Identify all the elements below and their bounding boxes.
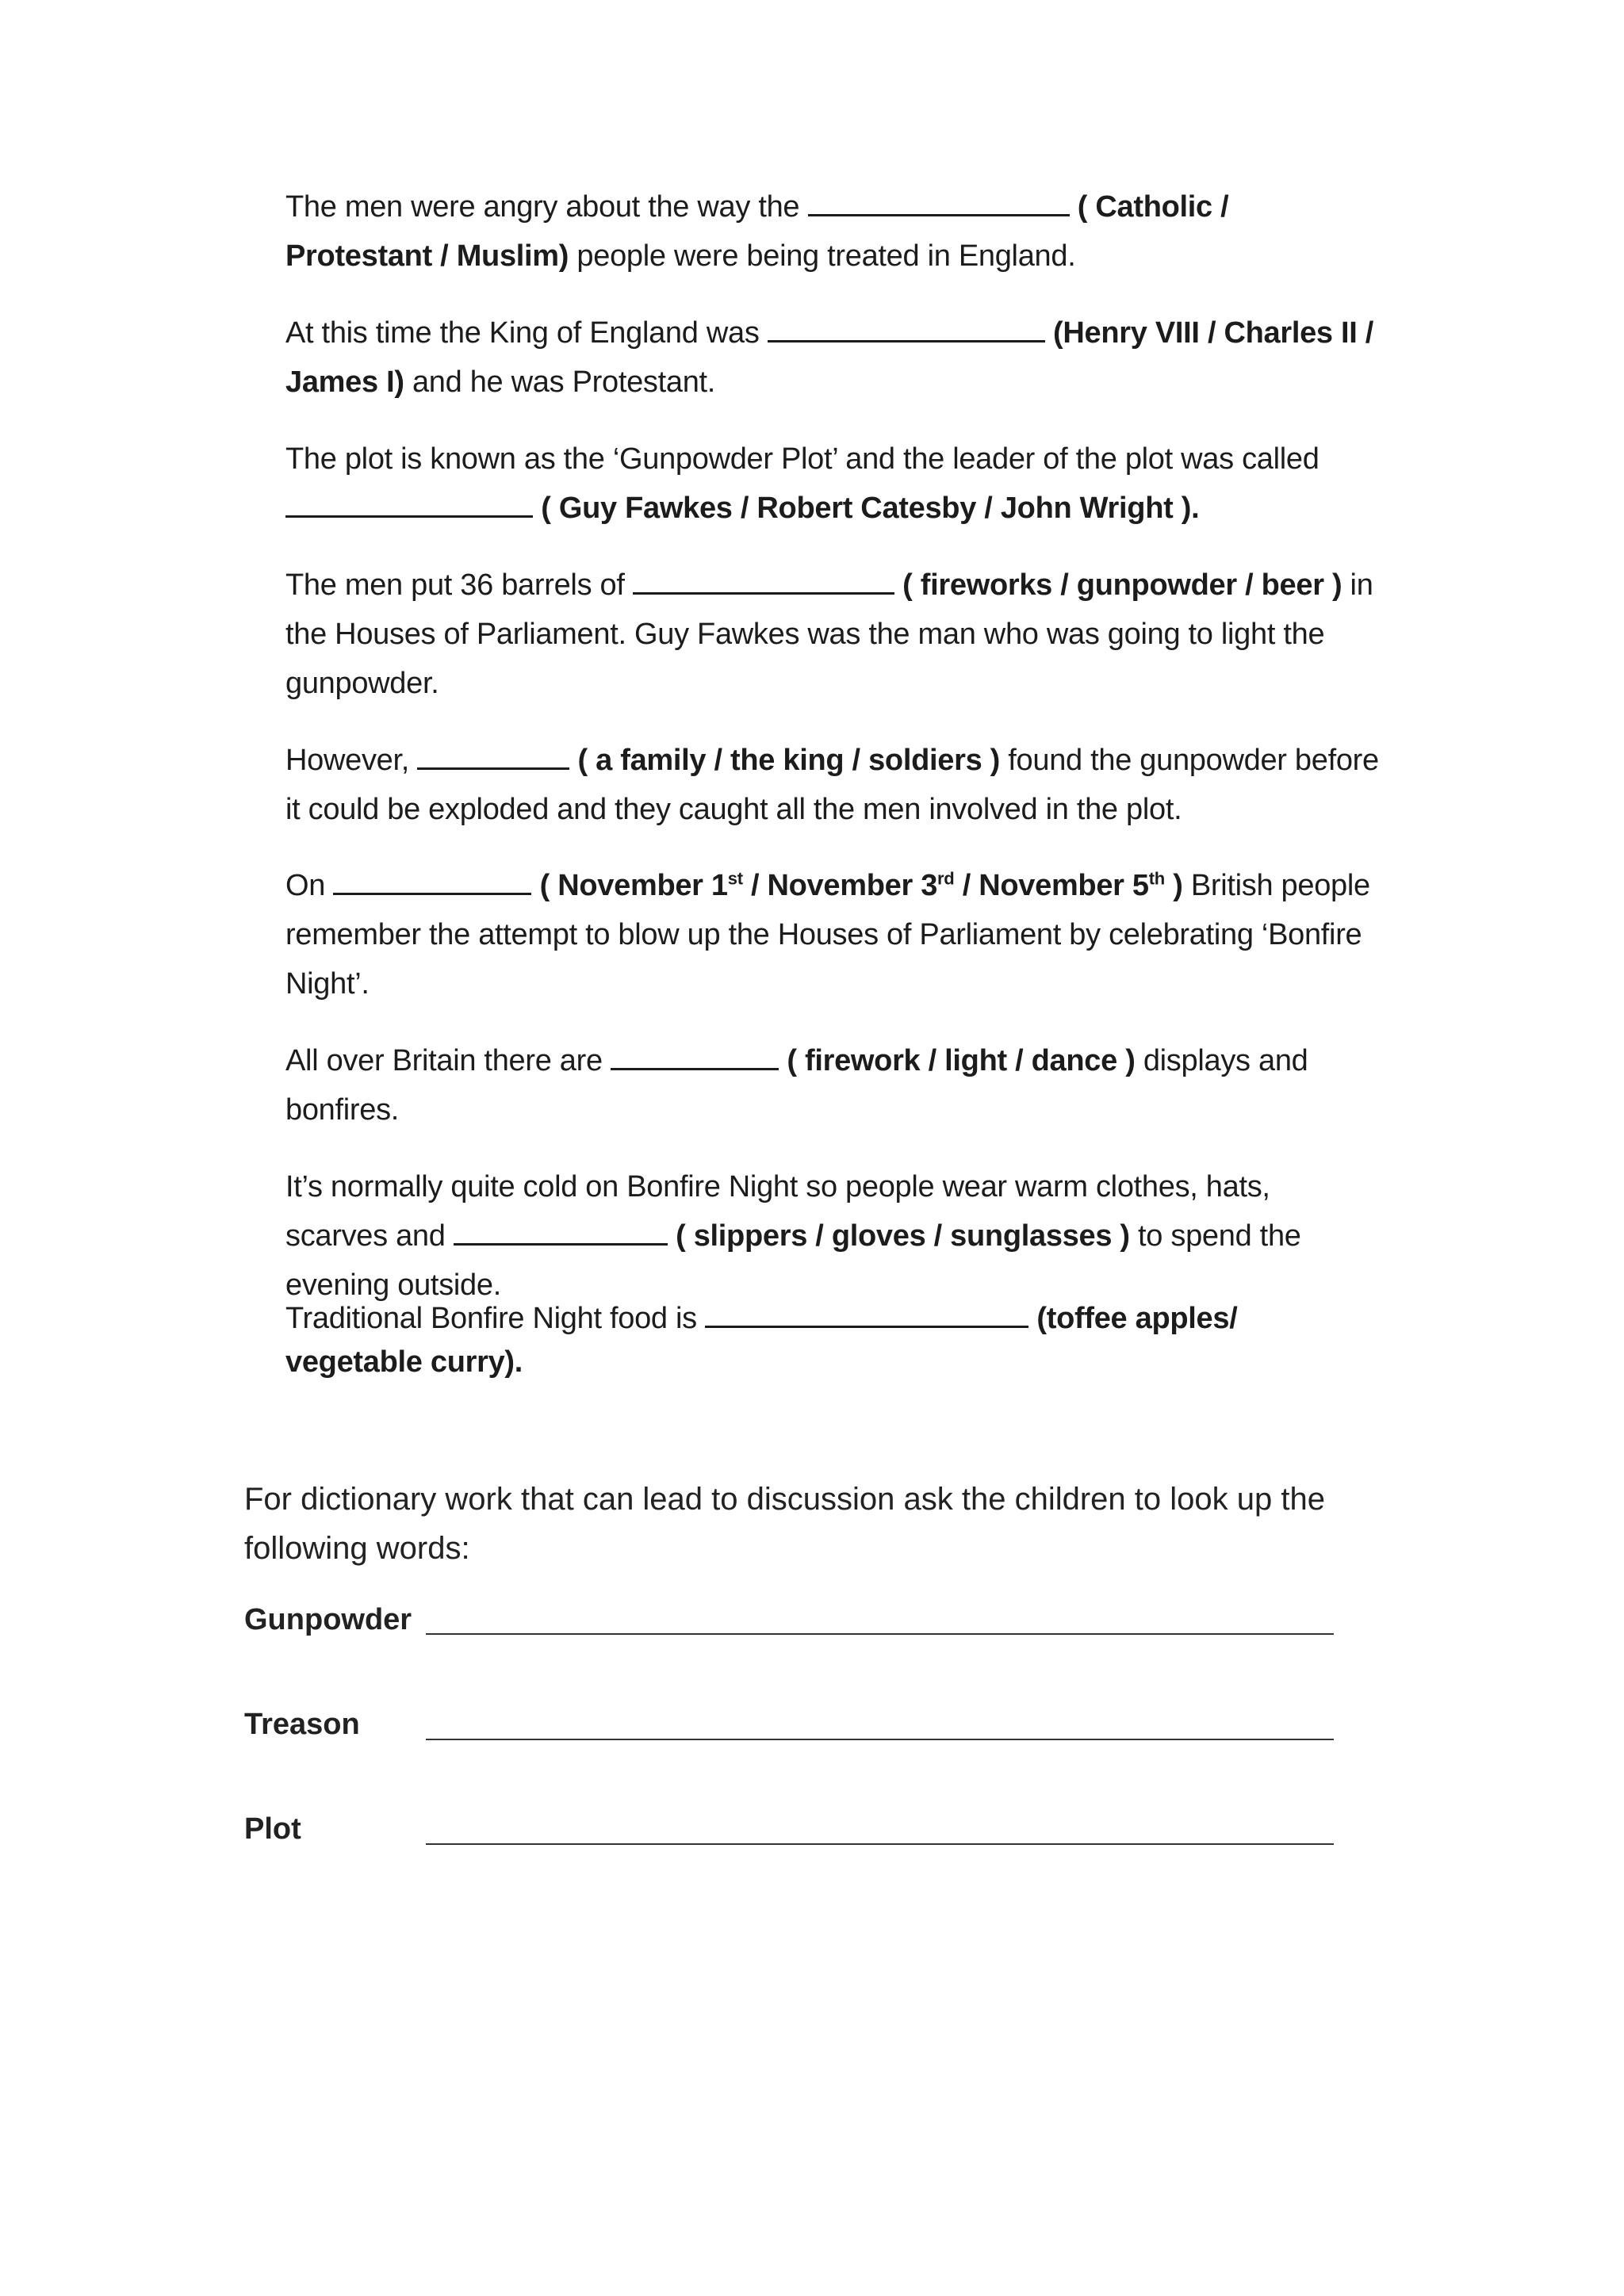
ordinal-suffix: th [1148, 868, 1165, 889]
option-text: ) [1164, 869, 1183, 902]
answer-blank[interactable] [417, 744, 569, 770]
question-6 [285, 861, 1380, 1008]
question-text: people were being treated in England. [569, 239, 1076, 273]
question-7 [285, 1036, 1380, 1135]
question-text: in the Houses of Parliament. Guy Fawkes was the man who was going to light the gunpowder. [285, 568, 1373, 700]
answer-blank[interactable] [808, 190, 1070, 216]
answer-blank[interactable] [633, 568, 894, 595]
definition-line-gunpowder[interactable] [426, 1633, 1334, 1635]
question-1 [285, 182, 1380, 281]
question-text: All over Britain there are [285, 1044, 611, 1077]
question-text: found the gunpowder before it could be exploded and they caught all the men involved in the plot. [285, 744, 1379, 826]
answer-options: ( Guy Fawkes / Robert Catesby / John Wright ). [533, 492, 1200, 525]
question-text: The men put 36 barrels of [285, 568, 633, 602]
question-text: On [285, 869, 334, 902]
answer-blank[interactable] [611, 1044, 779, 1070]
dictionary-word-gunpowder: Gunpowder [244, 1603, 412, 1636]
option-text: / November 5 [954, 869, 1149, 902]
answer-blank[interactable] [768, 316, 1045, 342]
question-text: displays and bonfires. [285, 1044, 1308, 1127]
option-text: ( November 1 [531, 869, 728, 902]
answer-blank[interactable] [705, 1302, 1028, 1328]
answer-blank[interactable] [454, 1219, 668, 1246]
question-text: It’s normally quite cold on Bonfire Night so people wear warm clothes, hats, scarves and [285, 1170, 1270, 1253]
question-text: and he was Protestant. [404, 365, 716, 399]
question-5 [285, 736, 1380, 834]
ordinal-suffix: st [727, 868, 743, 889]
answer-blank[interactable] [285, 492, 533, 518]
question-text: Traditional Bonfire Night food is [285, 1302, 706, 1335]
option-text: / November 3 [742, 869, 938, 902]
answer-options: ( Catholic / Protestant / Muslim) [285, 190, 1229, 273]
definition-line-plot[interactable] [426, 1843, 1334, 1845]
question-3 [285, 434, 1380, 533]
answer-options: (Henry VIII / Charles II / James I) [285, 316, 1374, 399]
question-text: The plot is known as the ‘Gunpowder Plot’ and the leader of the plot was called [285, 442, 1320, 476]
question-text: At this time the King of England was [285, 316, 768, 350]
answer-blank[interactable] [333, 869, 531, 895]
answer-options: ( slippers / gloves / sunglasses ) [667, 1219, 1130, 1253]
answer-options [531, 869, 1182, 902]
question-text: However, [285, 744, 418, 777]
question-9 [285, 1297, 1380, 1384]
dictionary-word-treason: Treason [244, 1708, 360, 1741]
question-text: British people remember the attempt to blow up the Houses of Parliament by celebrating ‘Bonfire Night’. [285, 869, 1370, 1001]
question-text: to spend the evening outside. [285, 1219, 1301, 1302]
ordinal-suffix: rd [937, 868, 955, 889]
question-2 [285, 308, 1380, 407]
question-4 [285, 561, 1380, 708]
question-text: The men were angry about the way the [285, 190, 808, 224]
question-8 [285, 1162, 1380, 1310]
answer-options: ( fireworks / gunpowder / beer ) [894, 568, 1342, 602]
dictionary-instructions: For dictionary work that can lead to discussion ask the children to look up the following words: [244, 1482, 1325, 1566]
answer-options: ( firework / light / dance ) [779, 1044, 1136, 1077]
answer-options: (toffee apples/ vegetable curry). [285, 1302, 1238, 1379]
dictionary-word-plot: Plot [244, 1812, 301, 1846]
definition-line-treason[interactable] [426, 1739, 1334, 1740]
answer-options: ( a family / the king / soldiers ) [569, 744, 1001, 777]
